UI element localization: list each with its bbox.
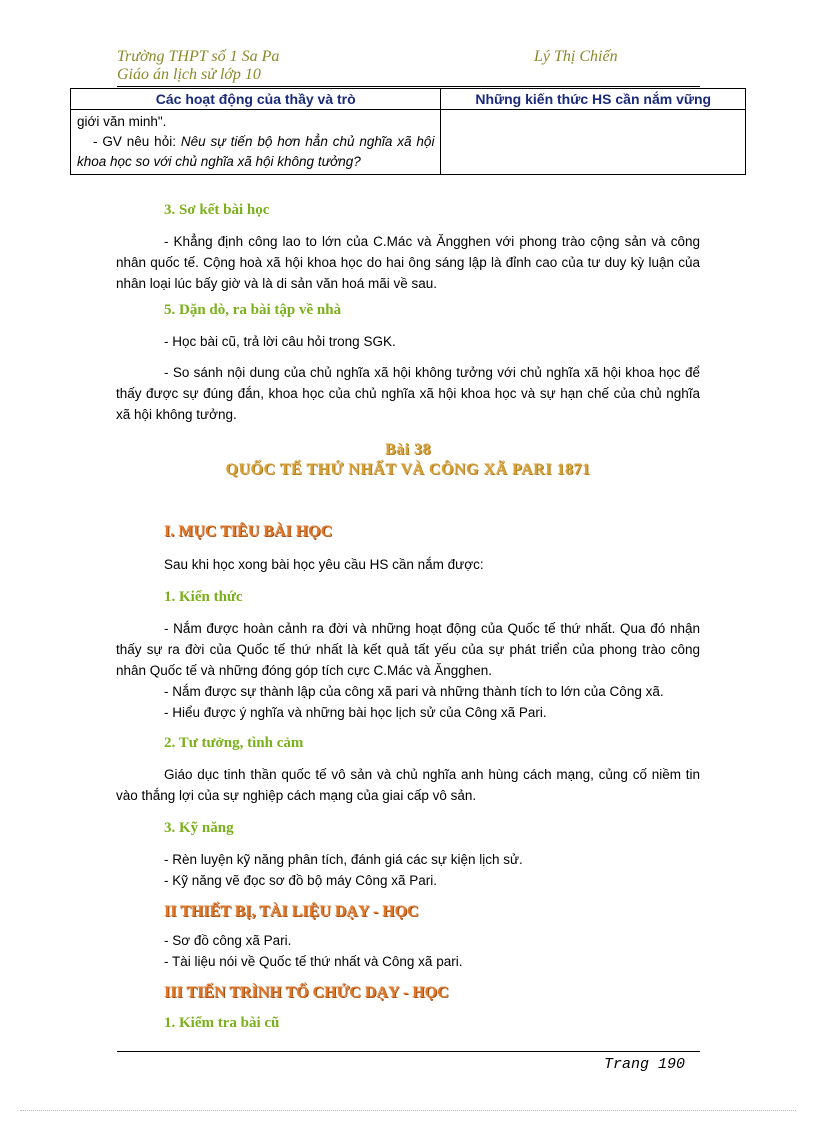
heading-summary: 3. Sơ kết bài học [164, 202, 270, 218]
table-cell-activities [71, 110, 441, 175]
header-school: Trường THPT số 1 Sa Pa [117, 48, 280, 65]
heading-objectives: I. MỤC TIÊU BÀI HỌC [164, 523, 333, 540]
question-text: Nêu sự tiến bộ hơn hẳn chủ nghĩa xã hội khoa học so với chủ nghĩa xã hội không tưởng? [77, 134, 435, 169]
heading-attitude: 2. Tư tưởng, tình cảm [164, 735, 304, 751]
objectives-intro: Sau khi học xong bài học yêu cầu HS cần nắm được: [164, 557, 484, 572]
footer-rule [117, 1051, 700, 1052]
cell-question [77, 132, 434, 172]
skills-paragraph-1: - Rèn luyện kỹ năng phân tích, đánh giá các sự kiện lịch sử. [164, 852, 523, 867]
heading-equipment: II THIẾT BỊ, TÀI LIỆU DẠY - HỌC [164, 903, 419, 920]
heading-knowledge: 1. Kiến thức [164, 589, 243, 605]
attitude-paragraph: Giáo dục tinh thần quốc tế vô sản và chủ nghĩa anh hùng cách mạng, củng cố niềm tin vào thắng lợi của sự nghiệp cách mạng của giai cấp vô sản. [116, 767, 700, 803]
heading-review: 1. Kiểm tra bài cũ [164, 1015, 280, 1031]
header-rule [117, 86, 700, 87]
heading-skills: 3. Kỹ năng [164, 820, 234, 836]
equipment-paragraph-1: - Sơ đồ công xã Pari. [164, 933, 292, 948]
table-cell-knowledge [441, 110, 746, 175]
cell-line: giới văn minh". [77, 114, 167, 129]
knowledge-paragraph-1: - Nắm được hoàn cảnh ra đời và những hoạt động của Quốc tế thứ nhất. Qua đó nhận thấy sự ra đời của Quốc tế thứ nhất là kết quả tất yếu của sự phát triển của phong trào công nhân Quốc tế và những đóng góp tích cực C.Mác và Ăngghen. [116, 621, 700, 678]
homework-paragraph-1: - Học bài cũ, trả lời câu hỏi trong SGK. [164, 334, 396, 349]
document-body [116, 200, 700, 1034]
knowledge-paragraph-3: - Hiểu được ý nghĩa và những bài học lịch sử của Công xã Pari. [164, 705, 547, 720]
summary-paragraph: - Khẳng định công lao to lớn của C.Mác và Ăngghen với phong trào cộng sản và công nhân quốc tế. Cộng hoà xã hội khoa học do hai ông sáng lập là đỉnh cao của tư duy kỳ luận của nhân loại lúc bấy giờ và là di sản văn hoá mãi về sau. [116, 234, 700, 291]
equipment-paragraph-2: - Tài liệu nói về Quốc tế thứ nhất và Công xã pari. [164, 954, 463, 969]
lesson-number: Bài 38 [384, 441, 432, 458]
skills-paragraph-2: - Kỹ năng vẽ đọc sơ đồ bộ máy Công xã Pari. [164, 873, 437, 888]
table-header-knowledge: Những kiến thức HS cần nắm vững [441, 89, 746, 110]
question-prefix: - GV nêu hỏi: [93, 134, 181, 149]
header-author: Lý Thị Chiến [534, 48, 618, 65]
heading-process: III TIẾN TRÌNH TỔ CHỨC DẠY - HỌC [164, 984, 449, 1001]
knowledge-paragraph-2: - Nắm được sự thành lập của công xã pari và những thành tích to lớn của Công xã. [164, 684, 664, 699]
table-header-activities: Các hoạt động của thầy và trò [71, 89, 441, 110]
heading-homework: 5. Dặn dò, ra bài tập về nhà [164, 302, 342, 318]
page-number: Trang 190 [604, 1056, 686, 1073]
page-edge [20, 1110, 796, 1111]
lesson-table [70, 88, 746, 175]
header-subtitle: Giáo án lịch sử lớp 10 [117, 66, 261, 83]
lesson-title: QUỐC TẾ THỨ NHẤT VÀ CÔNG XÃ PARI 1871 [225, 461, 591, 478]
homework-paragraph-2: - So sánh nội dung của chủ nghĩa xã hội không tưởng với chủ nghĩa xã hội khoa học để thấy được sự đúng đắn, khoa học của chủ nghĩa xã hội khoa học và sự hạn chế của chủ nghĩa xã hội không tưởng. [116, 365, 700, 422]
